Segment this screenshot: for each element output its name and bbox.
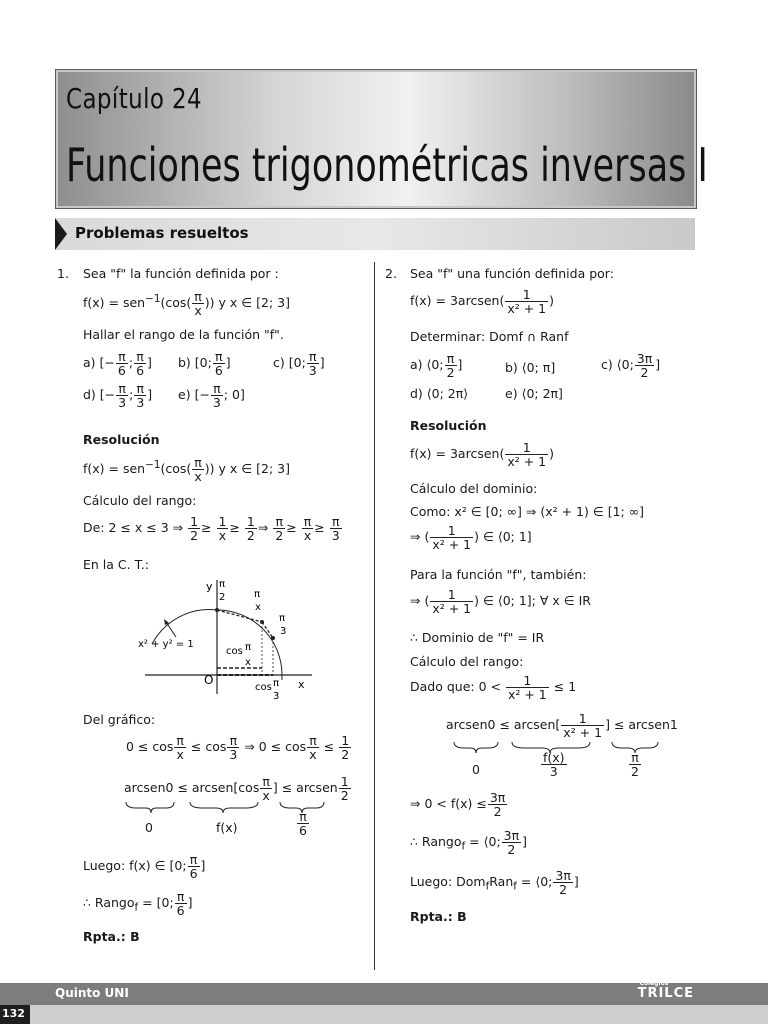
resolution-heading: Resolución [410, 418, 487, 433]
point-pi-half [215, 608, 219, 612]
domain-step-1: Como: x² ∈ [0; ∞] ⇒ (x² + 1) ∈ [1; ∞] [410, 504, 645, 519]
option-a: a) [− $\frac{\pi}{6}$ ; $\frac{\pi}{6}$ ] [83, 349, 152, 379]
y-axis-label: y [206, 580, 213, 593]
chapter-title: Funciones trigonométricas inversas I [66, 138, 708, 192]
range-calc-heading: Cálculo del rango: [83, 493, 197, 508]
page-number-box [0, 1005, 30, 1024]
option-c: c) [0; $\frac{\pi}{3}$ ] [273, 349, 325, 379]
range-inequality: De: 2 ≤ x ≤ 3 ⇒ $\frac{1}{2}$ ≥ $\frac{1}{x}$ ≥ $\frac{1}{2}$ ⇒ $\frac{\pi}{2}$ ≥ $\frac{\pi}{x}$ ≥ $\frac{\pi}{3}$ [83, 514, 340, 544]
unit-circle-heading: En la C. T.: [83, 557, 149, 572]
function-definition-repeat: f(x) = 3arcsen( $\frac{1}{\text{x² + 1}}$ ) [410, 440, 555, 470]
brace-value-fx: f(x) [216, 820, 238, 835]
arcsen-inequality: arcsen0 ≤ arcsen[ $\frac{1}{\text{x² + 1}}$ ] ≤ arcsen1 [446, 711, 678, 741]
brace-value-fx-third: $\frac{f(x)}{3}$ [543, 750, 565, 780]
brace-value-zero: 0 [472, 762, 480, 777]
domain-result: ∴ Dominio de "f" = IR [410, 630, 545, 645]
brace-value-zero: 0 [145, 820, 153, 835]
range-result: ∴ Rango$_f$ = ⟨0; $\frac{3\pi}{2}$ ] [410, 828, 528, 858]
function-definition: f(x) = sen$^{-1}$(cos( $\frac{\pi}{x}$ )) y x ∈ [2; 3] [83, 289, 290, 319]
section-header [55, 218, 695, 250]
option-a: a) ⟨0; $\frac{\pi}{2}$ ] [410, 351, 463, 381]
arcsen-inequality: arcsen0 ≤ arcsen[cos $\frac{\pi}{x}$ ] ≤ arcsen $\frac{1}{2}$ [124, 774, 349, 804]
range-calc-heading: Cálculo del rango: [410, 654, 524, 669]
label-pi-3: π [279, 613, 286, 624]
option-e: e) ⟨0; 2π] [505, 386, 563, 401]
label-pi-2: π [254, 589, 261, 600]
origin-label: O [204, 673, 214, 687]
option-d: d) [− $\frac{\pi}{3}$ ; $\frac{\pi}{3}$ ] [83, 381, 153, 411]
problem-statement: Sea "f" la función definida por : [83, 266, 279, 281]
option-b: b) [0; $\frac{\pi}{6}$ ] [178, 349, 231, 379]
option-d: d) ⟨0; 2π⟩ [410, 386, 469, 401]
function-definition-repeat: f(x) = sen$^{-1}$(cos( $\frac{\pi}{x}$ )) y x ∈ [2; 3] [83, 455, 290, 485]
function-definition: f(x) = 3arcsen( $\frac{1}{\text{x² + 1}}$ ) [410, 287, 555, 317]
option-e: e) [− $\frac{\pi}{3}$ ; 0] [178, 381, 245, 411]
label-cos2-three: 3 [273, 691, 280, 700]
label-three: 3 [280, 626, 287, 637]
label-cos1-pi: π [245, 642, 252, 653]
section-title: Problemas resueltos [75, 224, 249, 242]
domain-calc-heading: Cálculo del dominio: [410, 481, 538, 496]
course-level: Quinto UNI [55, 986, 129, 1000]
label-pointer [166, 622, 176, 637]
brace-value-pi-sixth: $\frac{\pi}{6}$ [299, 809, 307, 839]
label-cos1-x: x [245, 657, 251, 668]
page-footer [0, 980, 768, 1005]
label-two: 2 [219, 592, 226, 603]
cos-inequality: 0 ≤ cos $\frac{\pi}{x}$ ≤ cos $\frac{\pi}{3}$ ⇒ 0 ≤ cos $\frac{\pi}{x}$ ≤ $\frac{1}{2}$ [126, 733, 350, 763]
question-text: Determinar: Domf ∩ Ranf [410, 329, 569, 344]
option-c: c) ⟨0; $\frac{3\pi}{2}$ ] [601, 351, 661, 381]
answer: Rpta.: B [83, 929, 140, 944]
footer-bottom-bar [30, 1005, 768, 1024]
question-text: Hallar el rango de la función "f". [83, 327, 284, 342]
problem-number: 2. [385, 266, 397, 281]
chapter-number: Capítulo 24 [66, 82, 203, 115]
column-divider [374, 262, 375, 970]
domain-step-3: ⇒ ( $\frac{1}{\text{x² + 1}}$ ) ∈ ⟨0; 1]; ∀ x ∈ IR [410, 587, 591, 617]
circle-equation: x² + y² = 1 [138, 639, 194, 650]
option-b: b) ⟨0; π] [505, 360, 556, 375]
result-fx: Luego: f(x) ∈ [0; $\frac{\pi}{6}$ ] [83, 852, 206, 882]
range-result: ∴ Rango$_f$ = [0; $\frac{\pi}{6}$ ] [83, 889, 193, 919]
problem-statement: Sea "f" una función definida por: [410, 266, 614, 281]
label-cos-1: cos [226, 646, 243, 657]
graph-conclusion-heading: Del gráfico: [83, 712, 156, 727]
page-number: 132 [2, 1007, 25, 1020]
range-step: ⇒ 0 < f(x) ≤ $\frac{3\pi}{2}$ [410, 790, 506, 820]
answer: Rpta.: B [410, 909, 467, 924]
final-result: Luego: Dom$_f$Ran$_f$ = ⟨0; $\frac{3\pi}{2}$ ] [410, 868, 579, 898]
problem-number: 1. [57, 266, 69, 281]
label-x: x [255, 602, 261, 613]
x-axis-label: x [298, 678, 305, 691]
label-cos-2: cos [255, 682, 272, 693]
unit-circle-diagram [130, 572, 320, 700]
section-arrow-icon [55, 218, 67, 250]
publisher-logo: Colegios TRILCE [637, 980, 694, 1001]
brace-value-pi-half: $\frac{\pi}{2}$ [631, 750, 639, 780]
domain-step-2: ⇒ ( $\frac{1}{\text{x² + 1}}$ ) ∈ ⟨0; 1] [410, 523, 532, 553]
label-cos2-pi: π [273, 678, 280, 689]
resolution-heading: Resolución [83, 432, 160, 447]
label-pi: π [219, 579, 226, 590]
range-given: Dado que: 0 < $\frac{1}{\text{x² + 1}}$ ≤ 1 [410, 673, 577, 703]
domain-note: Para la función "f", también: [410, 567, 587, 582]
